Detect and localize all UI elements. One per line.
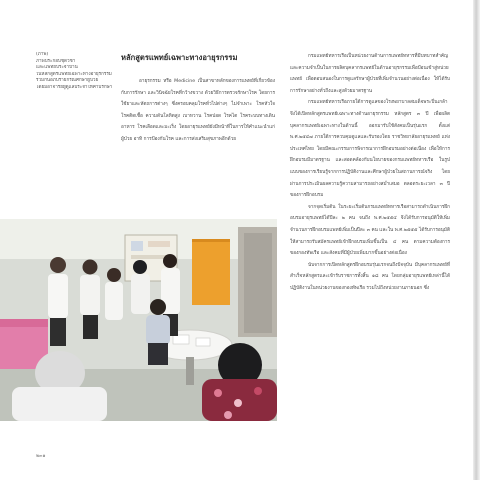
body-paragraph: นับจากการเปิดหลักสูตรฝึกอบรมรุ่นแรกจนถึงปัจจุบัน มีบุคลากรแพทย์ที่สำเร็จหลักสูตรและเข้ารับราชการทั้งสิ้น ๑๘ คน โดยกลุ่มอายุรแพทย์เหล่านี้ได้ปฏิบัติงานในหน่วยงานของกองทัพเรือ รวมไปถึงหน่วยงานภายนอก ซึ่ง [290,262,450,291]
caption-line: ภาพประกอบชุดวิชา [36,58,76,64]
body-paragraph: กรมแพทย์ทหารเรือภายใต้การดูแลของโรงพยาบาลสมเด็จพระปิ่นเกล้า จึงได้เปิดหลักสูตรแพทย์เฉพาะทางด้านอายุรกรรม หลักสูตร ๓ ปี เพื่อผลิตบุคลากรแพทย์เฉพาะทางในด้านนี้ ออกมารับใช้สังคมเป็นรุ่นแรก ตั้งแต่ พ.ศ.๒๕๔๗ ภายใต้การควบคุมดูแลและรับรองโดย ราชวิทยาลัยอายุรแพทย์ แห่งประเทศไทย โดยมีคณะกรรมการพิจารณาการฝึกอบรมอย่างต่อเนื่อง เพื่อให้การฝึกอบรมมีมาตรฐาน และสอดคล้องกับนโยบายของกรมแพทย์ทหารเรือ ในรูปแบบของการเรียนรู้จากการปฏิบัติงานและศึกษาผู้ป่วยในสถานการณ์จริง โดยผ่านการประเมินผลความรู้ความสามารถอย่างสม่ำเสมอ ตลอดระยะเวลา ๓ ปีของการฝึกอบรม [290,100,450,199]
intro-paragraph: อายุรกรรม หรือ Medicine เป็นสาขาหลักของการแพทย์ที่เกี่ยวข้องกับการรักษา และวินิจฉัยโรคที่กว้างขวาง ด้วยวิธีการตรวจรักษาโรค โดยการใช้ยาและหัตถการต่างๆ ซึ่งครอบคลุมโรคทั่วไปต่างๆ ไม่จำเพาะ โรคหัวใจ โรคติดเชื้อ ความดันโลหิตสูง เบาหวาน โรคปอด โรคไต โรคระบบทางเดินอาหาร โรคเลือดและมะเร็ง โดยอายุรแพทย์ยังมีหน้าที่ในการให้คำแนะนำแก่ผู้ป่วย อาทิ การป้องกันโรค และการส่งเสริมสุขภาพอีกด้วย [121,79,275,142]
body-paragraph: กรมแพทย์ทหารเรือเป็นหน่วยงานด้านการแพทย์ทหารที่มีบทบาทสำคัญและความจำเป็นในการผลิตบุคลากรแพทย์ในด้านอายุรกรรมเพื่อป้อนเข้าสู่หน่วยแพทย์ เพื่อตอบสนองในการดูแลรักษาผู้ป่วยที่เพิ่มจำนวนอย่างต่อเนื่อง ให้ได้รับการรักษาอย่างทั่วถึงและสูงด้วยมาตรฐาน [290,54,450,94]
page-spine [473,0,480,480]
caption-line: และแพทย์ประจำบ้าน [36,65,78,71]
photo-caption [36,52,112,92]
caption-line: โดยมีอาจารย์ผู้ดูแลประจำให้คำปรึกษา [36,84,112,90]
article-heading: หลักสูตรแพทย์เฉพาะทางอายุรกรรม [121,53,238,62]
caption-line: ร่วมกันอภิปรายกรณีศึกษาผู้ป่วย [36,78,99,84]
body-column [290,51,450,294]
caption-line: (ภาพ) [36,52,49,57]
body-paragraph: จากจุดเริ่มต้น ในระยะเริ่มต้นกรมแพทย์ทหารเรือสามารถดำเนินการฝึกอบรมอายุรแพทย์ได้ปีละ ๒ คน จนถึง พ.ศ.๒๕๕๔ จึงได้รับการอนุมัติให้เพิ่มจำนวนการฝึกอบรมแพทย์เพิ่มเป็นปีละ ๓ คน และใน พ.ศ.๒๕๕๕ ได้รับการอนุมัติให้สามารถรับสมัครแพทย์เข้าฝึกอบรมเพิ่มขึ้นเป็น ๔ คน ตามความต้องการของกองทัพเรือ และสังคมที่มีผู้ป่วยเพิ่มมากขึ้นอย่างต่อเนื่อง [290,204,450,257]
page-number: ๒๓๑ [36,454,46,459]
caption-line: ในหลักสูตรแพทย์เฉพาะทางอายุรกรรม [36,71,112,77]
meeting-photo [0,219,277,421]
